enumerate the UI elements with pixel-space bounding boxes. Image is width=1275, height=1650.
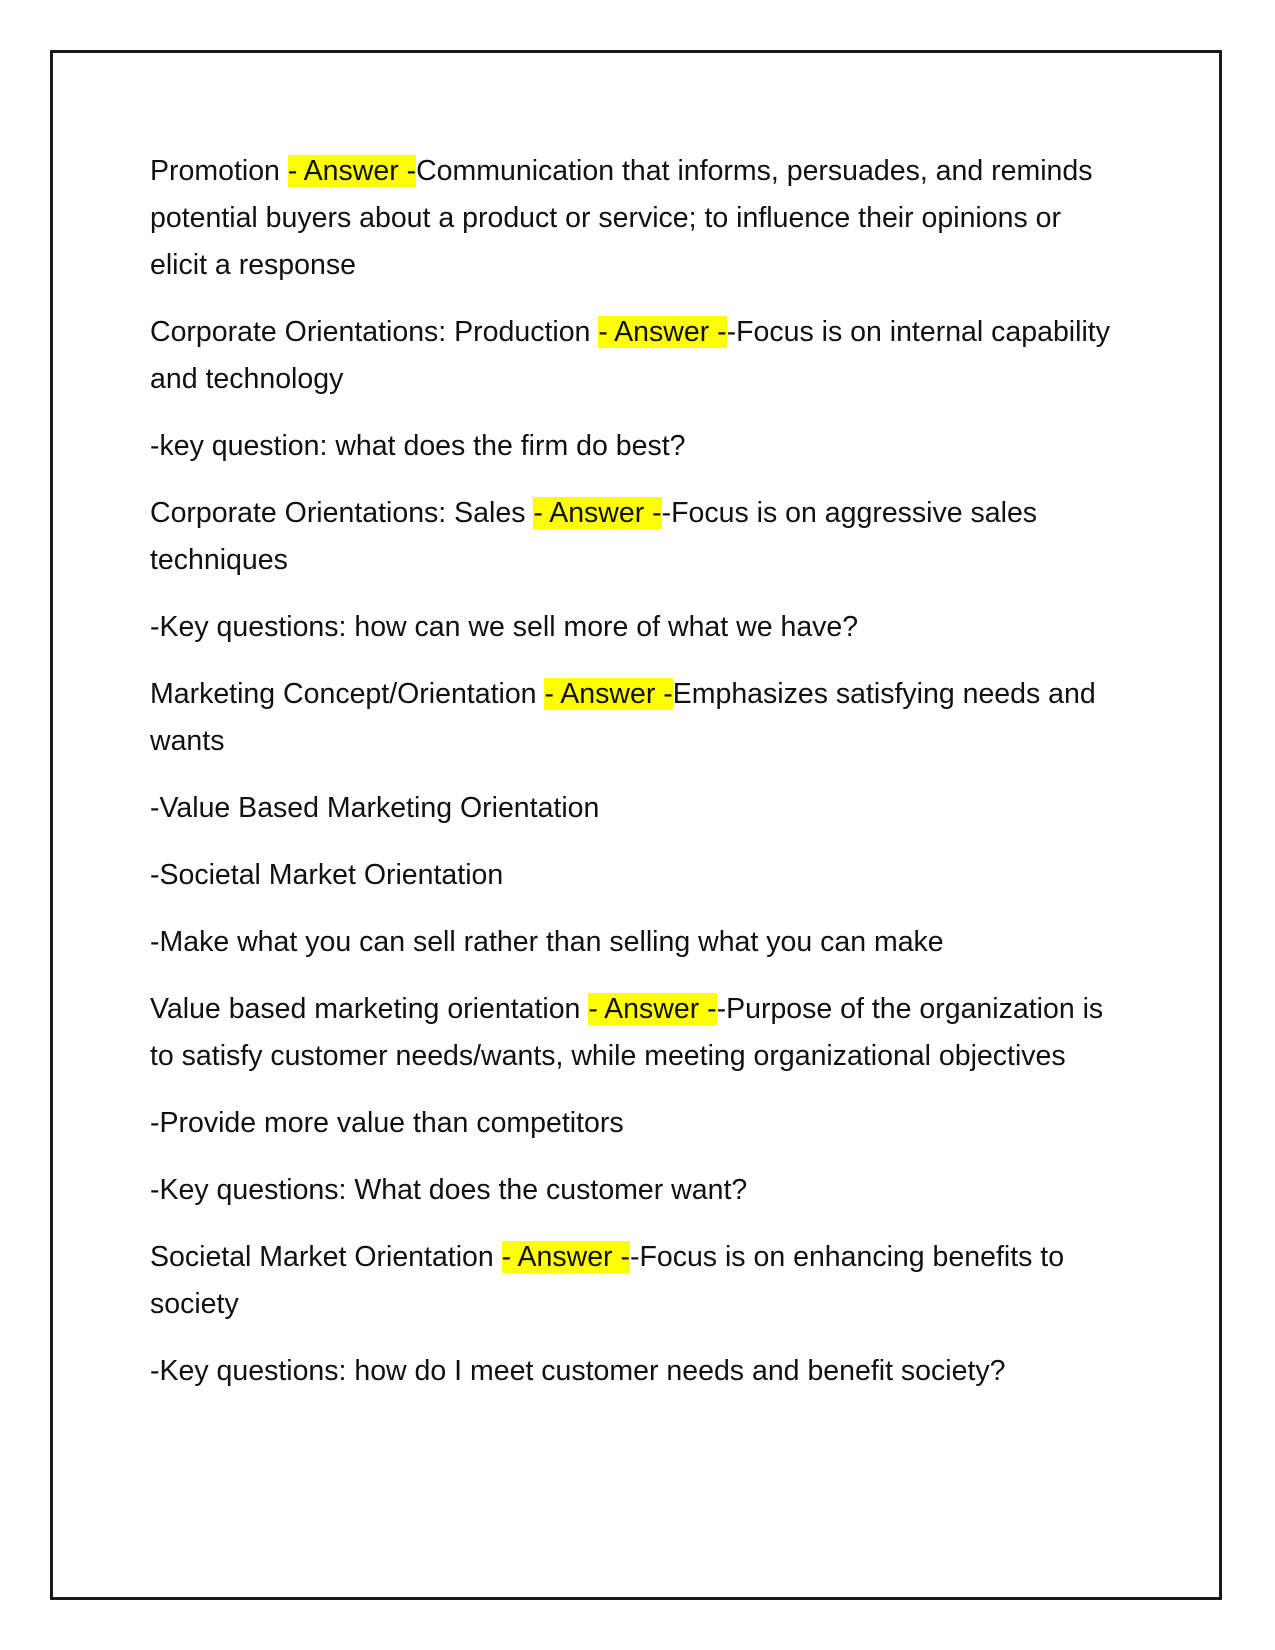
definition: Communication that informs, persuades, and reminds potential buyers about a product or service; to influence their opinions or elicit a response <box>150 155 1093 281</box>
definition: Emphasizes satisfying needs and wants <box>150 678 1096 757</box>
answer-highlight: - Answer - <box>598 316 727 348</box>
term: Corporate Orientations: Sales <box>150 497 534 529</box>
answer-highlight: - Answer - <box>544 678 673 710</box>
definition: -Focus is on enhancing benefits to society <box>150 1241 1065 1320</box>
term: Corporate Orientations: Production <box>150 316 599 348</box>
term: Marketing Concept/Orientation <box>150 678 545 710</box>
note-line: -Societal Market Orientation <box>150 859 504 891</box>
flashcard-societal <box>150 1234 1110 1328</box>
definition: -Focus is on aggressive sales techniques <box>150 497 1038 576</box>
answer-highlight: - Answer - <box>533 497 662 529</box>
note-line: -Key questions: how do I meet customer needs and benefit society? <box>150 1355 1006 1387</box>
flashcard-value-based <box>150 986 1110 1080</box>
note-line: -Make what you can sell rather than selling what you can make <box>150 926 944 958</box>
flashcard-production <box>150 309 1110 403</box>
document-body <box>150 148 1110 1415</box>
note-line: -Key questions: What does the customer want? <box>150 1174 748 1206</box>
term: Value based marketing orientation <box>150 993 589 1025</box>
answer-highlight: - Answer - <box>287 155 417 187</box>
definition: -Purpose of the organization is to satisfy customer needs/wants, while meeting organizational objectives <box>150 993 1104 1072</box>
note-line: -Value Based Marketing Orientation <box>150 792 600 824</box>
note-line: -key question: what does the firm do best? <box>150 430 686 462</box>
note-line: -Key questions: how can we sell more of what we have? <box>150 611 859 643</box>
term: Societal Market Orientation <box>150 1241 502 1273</box>
flashcard-sales <box>150 490 1110 584</box>
note-line: -Provide more value than competitors <box>150 1107 624 1139</box>
flashcard-promotion <box>150 148 1110 289</box>
flashcard-marketing-concept <box>150 671 1110 765</box>
term: Promotion <box>150 155 288 187</box>
answer-highlight: - Answer - <box>588 993 717 1025</box>
answer-highlight: - Answer - <box>501 1241 630 1273</box>
definition: -Focus is on internal capability and technology <box>150 316 1110 395</box>
